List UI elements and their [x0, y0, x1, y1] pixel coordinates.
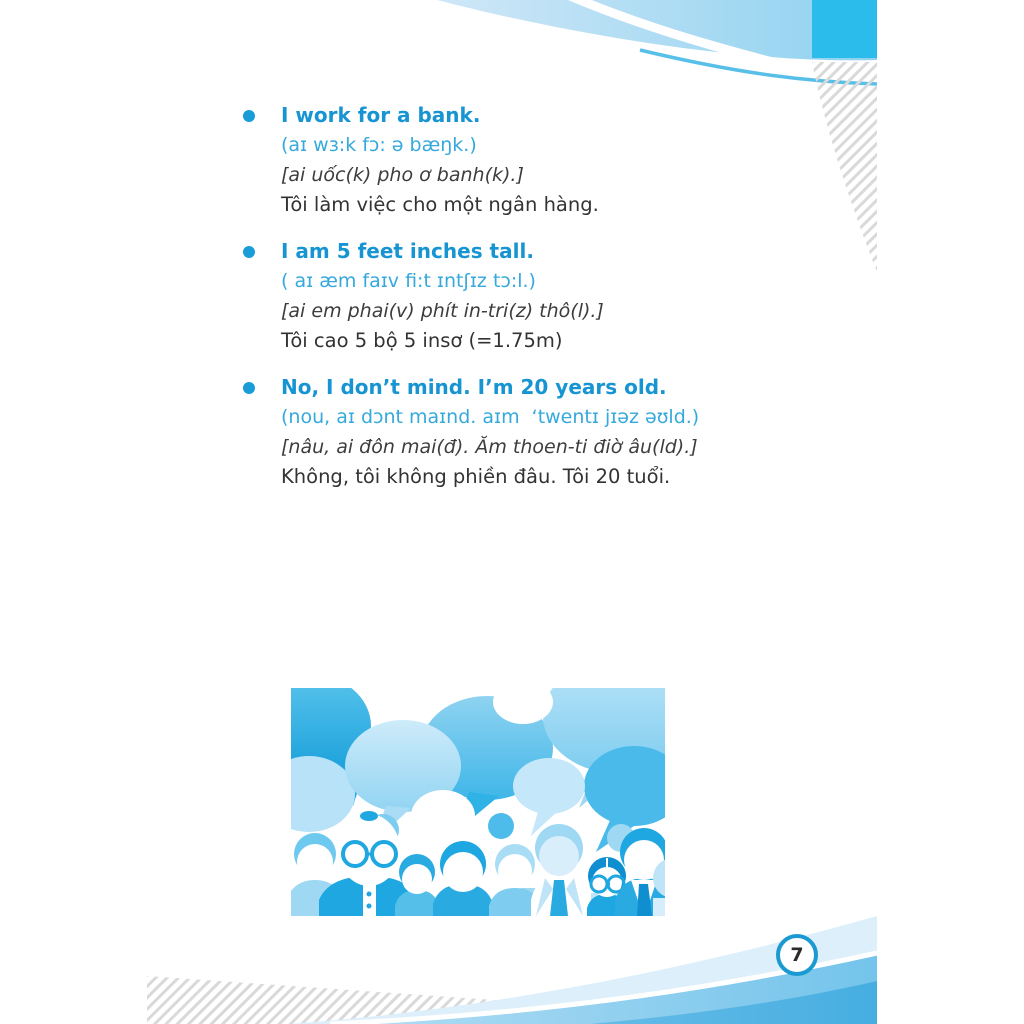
- bullet-icon: [243, 246, 255, 258]
- translation-text: Tôi làm việc cho một ngân hàng.: [281, 193, 599, 216]
- bullet-icon: [243, 382, 255, 394]
- phrase-text: I work for a bank.: [281, 103, 481, 127]
- crowd-speech-bubbles-illustration: [291, 688, 665, 916]
- translation-text: Không, tôi không phiền đâu. Tôi 20 tuổi.: [281, 465, 671, 488]
- page-number: 7: [790, 944, 804, 966]
- bullet-icon: [243, 110, 255, 122]
- bottom-banner-graphic: [147, 916, 877, 1024]
- phrase-text: I am 5 feet inches tall.: [281, 239, 534, 263]
- ipa-text: ( aɪ æm faɪv fi:t ɪntʃɪz tɔ:l.): [281, 270, 536, 292]
- top-hatch-wedge: [812, 62, 877, 272]
- viet-phonetic-text: [nâu, ai đôn mai(đ). Ăm thoen-ti điờ âu(ld).]: [281, 436, 698, 458]
- phrase-entry: [281, 372, 821, 492]
- ipa-text: (nou, aɪ dɔnt maɪnd. aɪm ‘twentɪ jɪəz əʊld.): [281, 406, 700, 428]
- phrase-text: No, I don’t mind. I’m 20 years old.: [281, 375, 667, 399]
- ipa-text: (aɪ wɜ:k fɔ: ə bæŋk.): [281, 134, 477, 156]
- page-number-badge: [776, 934, 818, 976]
- viet-phonetic-text: [ai uốc(k) pho ơ banh(k).]: [281, 164, 524, 186]
- viet-phonetic-text: [ai em phai(v) phít in-tri(z) thô(l).]: [281, 300, 604, 322]
- phrase-entry: [281, 100, 821, 220]
- translation-text: Tôi cao 5 bộ 5 insơ (=1.75m): [281, 329, 563, 352]
- phrase-entry: [281, 236, 821, 356]
- top-corner-block: [812, 0, 877, 58]
